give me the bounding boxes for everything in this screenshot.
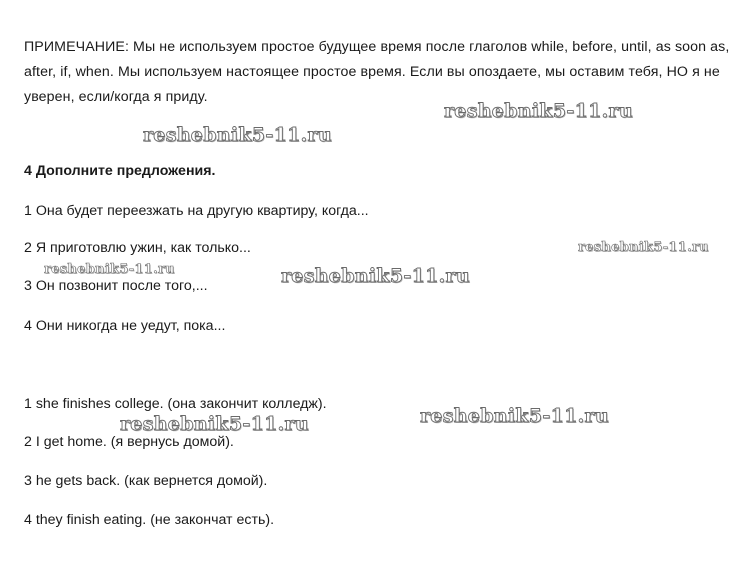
note-paragraph: ПРИМЕЧАНИЕ: Мы не используем простое будущее время после глаголов while, before, until, as soon as, after, if, when. Мы используем настоящее простое время. Если вы опоздаете, мы оставим тебя, НО я не уверен, если/когда я приду.: [24, 39, 730, 105]
watermark: reshebnik5-11.ru: [44, 262, 175, 277]
watermark: reshebnik5-11.ru: [420, 405, 609, 427]
answer-3: 3 he gets back. (как вернется домой).: [24, 473, 268, 489]
watermark: reshebnik5-11.ru: [444, 100, 633, 122]
exercise-item-2: 2 Я приготовлю ужин, как только...: [24, 240, 251, 256]
answer-2: 2 I get home. (я вернусь домой).: [24, 434, 234, 450]
exercise-item-3: 3 Он позвонит после того,...: [24, 278, 208, 294]
answer-4: 4 they finish eating. (не закончат есть).: [24, 512, 275, 528]
watermark: reshebnik5-11.ru: [578, 240, 709, 255]
exercise-heading: 4 Дополните предложения.: [24, 163, 216, 179]
watermark: reshebnik5-11.ru: [120, 413, 309, 435]
watermark: reshebnik5-11.ru: [281, 265, 470, 287]
exercise-item-1: 1 Она будет переезжать на другую квартиру, когда...: [24, 203, 369, 219]
exercise-item-4: 4 Они никогда не уедут, пока...: [24, 318, 226, 334]
watermark: reshebnik5-11.ru: [143, 124, 332, 146]
answer-1: 1 she finishes college. (она закончит колледж).: [24, 396, 327, 412]
